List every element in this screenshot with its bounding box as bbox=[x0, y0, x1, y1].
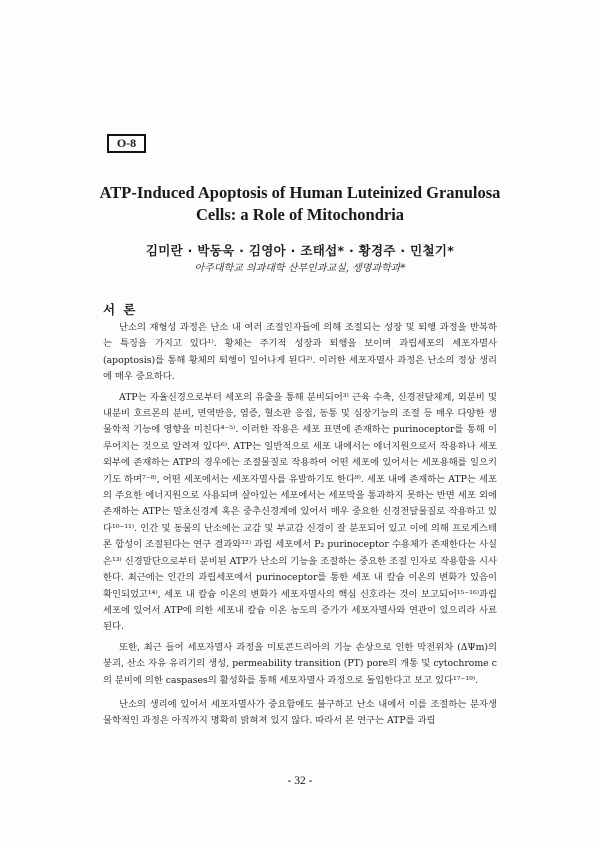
section-heading-introduction: 서 론 bbox=[103, 302, 138, 317]
page-number: - 32 - bbox=[287, 775, 313, 787]
title-line-2: Cells: a Role of Mitochondria bbox=[195, 205, 405, 224]
affiliation: 아주대학교 의과대학 산부인과교실, 생명과학과* bbox=[194, 263, 406, 274]
body-text bbox=[103, 320, 497, 734]
paragraph: 난소의 재형성 과정은 난소 내 여러 조절인자들에 의해 조절되는 성장 및 퇴행 과정을 반복하는 특징을 가지고 있다¹⁾. 황체는 주기적 성장과 퇴행을 보이며 과립세포의 세포자멸사 (apoptosis)를 통해 황체의 퇴행이 일어나게 된다²⁾. 이러한 세포자멸사 과정은 난소의 정상 생리에 매우 중요하다. bbox=[103, 322, 497, 383]
paragraph: ATP는 자율신경으로부터 세포의 유출을 통해 분비되어³⁾ 근육 수축, 신경전달체계, 외분비 및 내분비 호르몬의 분비, 면역반응, 염증, 혈소판 응집, 동통 및 심장기능의 조절 등 매우 다양한 생물학적 기능에 영향을 미친다⁴⁻⁵⁾. 이러한 작용은 세포 표면에 존재하는 purinoceptor를 통해 이루어지는 것으로 알려져 있다⁶⁾. ATP는 일반적으로 세포 내에서는 에너지원으로서 작용하나 세포외부에 존재하는 ATP의 경우에는 조절물질로 작용하여 어떤 세포에 있어서는 세포용해를 일으키기도 하며⁷⁻⁸⁾, 어떤 세포에서는 세포자멸사를 유발하기도 한다⁹⁾. 세포 내에 존재하는 ATP는 세포의 주요한 에너지원으로 사용되며 살아있는 세포에서는 세포막을 통과하지 못하는 반면 세포 외에 존재하는 ATP는 말초신경계 혹은 중추신경계에 있어서 매우 중요한 신경전달물질로 작용하고 있다¹⁰⁻¹¹⁾. 인간 및 동물의 난소에는 교감 및 부교감 신경이 잘 분포되어 있고 이에 의해 프로게스테론 합성이 조절된다는 연구 결과와¹²⁾ 과립 세포에서 P₂ purinoceptor 수용체가 존재한다는 사실은¹³⁾ 신경말단으로부터 분비된 ATP가 난소의 기능을 조절하는 중요한 조절 인자로 작용함을 시사한다. 최근에는 인간의 과립세포에서 purinoceptor를 통한 세포 내 칼슘 이온의 변화가 있음이 확인되었고¹⁴⁾, 세포 내 칼슘 이온의 변화가 세포자멸사의 핵심 신호라는 것이 보고되어¹⁵⁻¹⁶⁾과립세포에 있어서 ATP에 의한 세포내 칼슘 이온 농도의 증가가 세포자멸사와 연관이 있으리라 사료된다. bbox=[103, 391, 497, 633]
paragraph: 또한, 최근 들어 세포자멸사 과정을 미토콘드리아의 기능 손상으로 인한 막전위차 (ΔΨm)의 붕괴, 산소 자유 유리기의 생성, permeability transition (PT) pore의 개통 및 cytochrome c의 분비에 의한 caspases의 활성화를 통해 세포자멸사 과정으로 돌입한다고 보고 있다¹⁷⁻¹⁹⁾. bbox=[103, 641, 497, 686]
author-list: 김미란 · 박동욱 · 김영아 · 조태섭* · 황경주 · 민철기* bbox=[145, 243, 455, 258]
title-line-1: ATP-Induced Apoptosis of Human Luteinized Granulosa bbox=[99, 183, 501, 202]
paper-title bbox=[80, 182, 520, 226]
paragraph: 난소의 생리에 있어서 세포자멸사가 중요함에도 불구하고 난소 내에서 이를 조절하는 분자생물학적인 과정은 아직까지 명확히 밝혀져 있지 않다. 따라서 본 연구는 ATP를 과립 bbox=[103, 698, 497, 727]
abstract-code-box: O-8 bbox=[107, 134, 146, 153]
